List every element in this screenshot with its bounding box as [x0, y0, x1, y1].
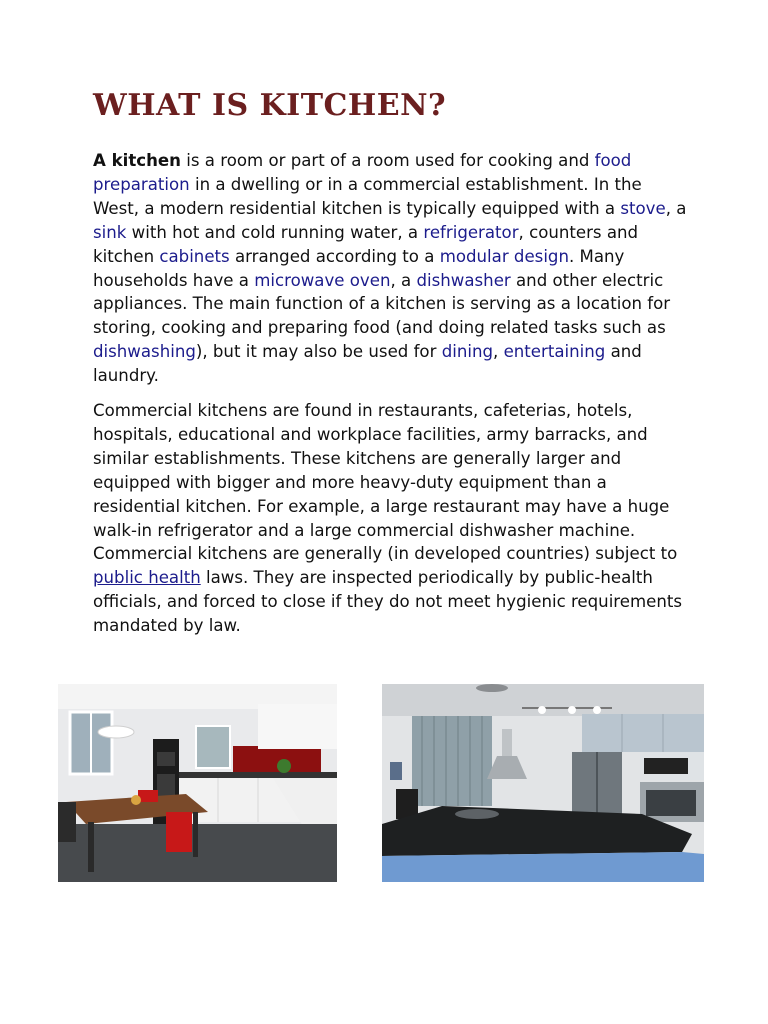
link-public-health[interactable]: public health [93, 568, 201, 588]
link-dishwashing[interactable]: dishwashing [93, 342, 196, 362]
text-segment: ), but it may also be used for [195, 342, 442, 362]
text-segment: , a [665, 198, 687, 218]
text-segment: arranged according to a [229, 246, 440, 266]
link-entertaining[interactable]: entertaining [503, 342, 606, 362]
modern-kitchen-photo [382, 684, 704, 882]
link-stove[interactable]: stove [620, 198, 666, 218]
link-food-preparation[interactable]: food preparation [93, 151, 632, 194]
link-dishwasher[interactable]: dishwasher [416, 270, 511, 290]
text-segment: in a dwelling or in a commercial establishment. In the West, a modern residential kitchen is typically equipped with a [93, 174, 642, 218]
link-sink[interactable]: sink [93, 222, 127, 242]
link-refrigerator[interactable]: refrigerator [423, 222, 519, 242]
link-dining[interactable]: dining [441, 342, 494, 362]
link-modular-design[interactable]: modular design [439, 246, 569, 266]
page-title: WHAT IS KITCHEN? [93, 88, 447, 123]
text-segment: laws. They are inspected periodically by public-health officials, and forced to close if they do not meet hygienic requirements mandated by law. [93, 568, 683, 636]
text-segment: and other electric appliances. The main function of a kitchen is serving as a location for storing, cooking and preparing food (and doing related tasks such as [93, 270, 671, 338]
text-segment: , a [390, 270, 417, 290]
text-segment: , counters and kitchen [93, 222, 639, 266]
text-segment: with hot and cold running water, a [126, 222, 424, 242]
residential-kitchen-photo [58, 684, 337, 882]
paragraph-intro [93, 149, 693, 388]
paragraph-commercial [93, 399, 693, 638]
text-segment: . Many households have a [93, 246, 625, 290]
link-microwave-oven[interactable]: microwave oven [254, 270, 391, 290]
text-segment: is a room or part of a room used for cooking and [181, 151, 595, 170]
text-segment: , [493, 342, 504, 362]
link-cabinets[interactable]: cabinets [159, 246, 230, 266]
text-segment: Commercial kitchens are found in restaurants, cafeterias, hotels, hospitals, educational and workplace facilities, army barracks, and similar establishments. These kitchens are generally larger and equipped with bigger and more heavy-duty equipment than a residential kitchen. For example, a large restaurant may have a huge walk-in refrigerator and a large commercial dishwasher machine. Commercial kitchens are generally (in developed countries) subject to [93, 401, 678, 564]
text-segment: and laundry. [93, 342, 642, 386]
intro-term: A kitchen [93, 151, 181, 170]
